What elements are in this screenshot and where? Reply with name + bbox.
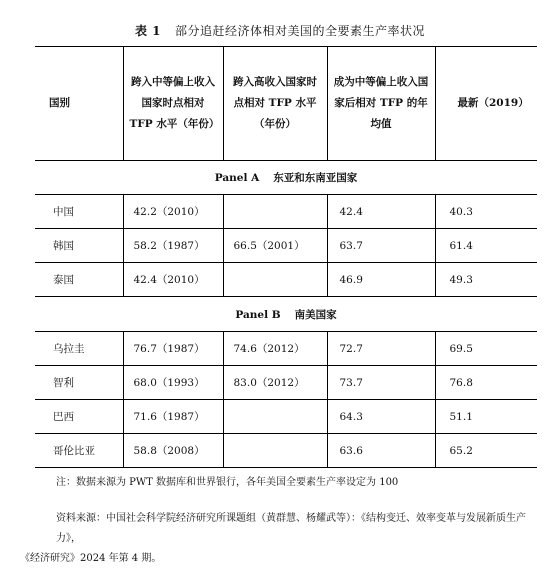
cell-latest: 40.3 xyxy=(435,195,537,229)
panel-a-label: Panel A xyxy=(214,172,260,184)
panel-b-name: 南美国家 xyxy=(294,308,337,321)
cell-umic: 42.4（2010） xyxy=(123,263,223,297)
header-umic-entry: 跨入中等偏上收入国家时点相对 TFP 水平（年份） xyxy=(123,47,223,161)
cell-umic: 58.2（1987） xyxy=(123,229,223,263)
cell-umic: 71.6（1987） xyxy=(123,400,223,434)
cell-country: 智利 xyxy=(35,366,123,400)
cell-avg: 42.4 xyxy=(327,195,435,229)
cell-latest: 69.5 xyxy=(435,332,537,366)
header-row xyxy=(35,47,537,161)
panel-a-row xyxy=(35,161,537,195)
table-row xyxy=(35,229,537,263)
cell-country: 乌拉圭 xyxy=(35,332,123,366)
table-row xyxy=(35,332,537,366)
cell-avg: 73.7 xyxy=(327,366,435,400)
table-number: 表 1 xyxy=(134,24,161,38)
cell-latest: 76.8 xyxy=(435,366,537,400)
table-note: 注：数据来源为 PWT 数据库和世界银行，各年美国全要素生产率设定为 100 xyxy=(56,477,399,488)
cell-avg: 46.9 xyxy=(327,263,435,297)
cell-avg: 64.3 xyxy=(327,400,435,434)
cell-country: 巴西 xyxy=(35,400,123,434)
source-line-1: 资料来源：中国社会科学院经济研究所课题组（黄群慧、杨耀武等）：《结构变迁、效率变革与发展新质生产力》， xyxy=(56,513,526,544)
panel-a-name: 东亚和东南亚国家 xyxy=(273,172,358,184)
cell-umic: 42.2（2010） xyxy=(123,195,223,229)
table-row xyxy=(35,366,537,400)
cell-country: 泰国 xyxy=(35,263,123,297)
cell-umic: 58.8（2008） xyxy=(123,434,223,468)
cell-latest: 65.2 xyxy=(435,434,537,468)
panel-b-label: Panel B xyxy=(235,308,281,321)
cell-country: 韩国 xyxy=(35,229,123,263)
cell-hic: 74.6（2012） xyxy=(223,332,327,366)
source-citation xyxy=(20,509,526,569)
table-title xyxy=(0,22,560,39)
cell-latest: 49.3 xyxy=(435,263,537,297)
header-country: 国别 xyxy=(35,47,123,161)
cell-latest: 51.1 xyxy=(435,400,537,434)
table-row xyxy=(35,263,537,297)
cell-hic xyxy=(223,400,327,434)
tfp-table xyxy=(35,46,537,468)
cell-avg: 63.7 xyxy=(327,229,435,263)
cell-hic: 83.0（2012） xyxy=(223,366,327,400)
cell-umic: 76.7（1987） xyxy=(123,332,223,366)
source-line-2: 《经济研究》2024 年第 4 期。 xyxy=(20,553,162,564)
cell-hic xyxy=(223,434,327,468)
panel-b-row xyxy=(35,297,537,332)
cell-hic xyxy=(223,195,327,229)
table-row xyxy=(35,195,537,229)
table-row xyxy=(35,400,537,434)
table-caption: 部分追赶经济体相对美国的全要素生产率状况 xyxy=(175,24,426,38)
table-row xyxy=(35,434,537,468)
cell-country: 中国 xyxy=(35,195,123,229)
header-avg-after: 成为中等偏上收入国家后相对 TFP 的年均值 xyxy=(327,47,435,161)
cell-avg: 63.6 xyxy=(327,434,435,468)
header-latest: 最新（2019） xyxy=(435,47,537,161)
cell-umic: 68.0（1993） xyxy=(123,366,223,400)
cell-latest: 61.4 xyxy=(435,229,537,263)
cell-country: 哥伦比亚 xyxy=(35,434,123,468)
cell-avg: 72.7 xyxy=(327,332,435,366)
cell-hic xyxy=(223,263,327,297)
cell-hic: 66.5（2001） xyxy=(223,229,327,263)
header-hic-entry: 跨入高收入国家时点相对 TFP 水平（年份） xyxy=(223,47,327,161)
